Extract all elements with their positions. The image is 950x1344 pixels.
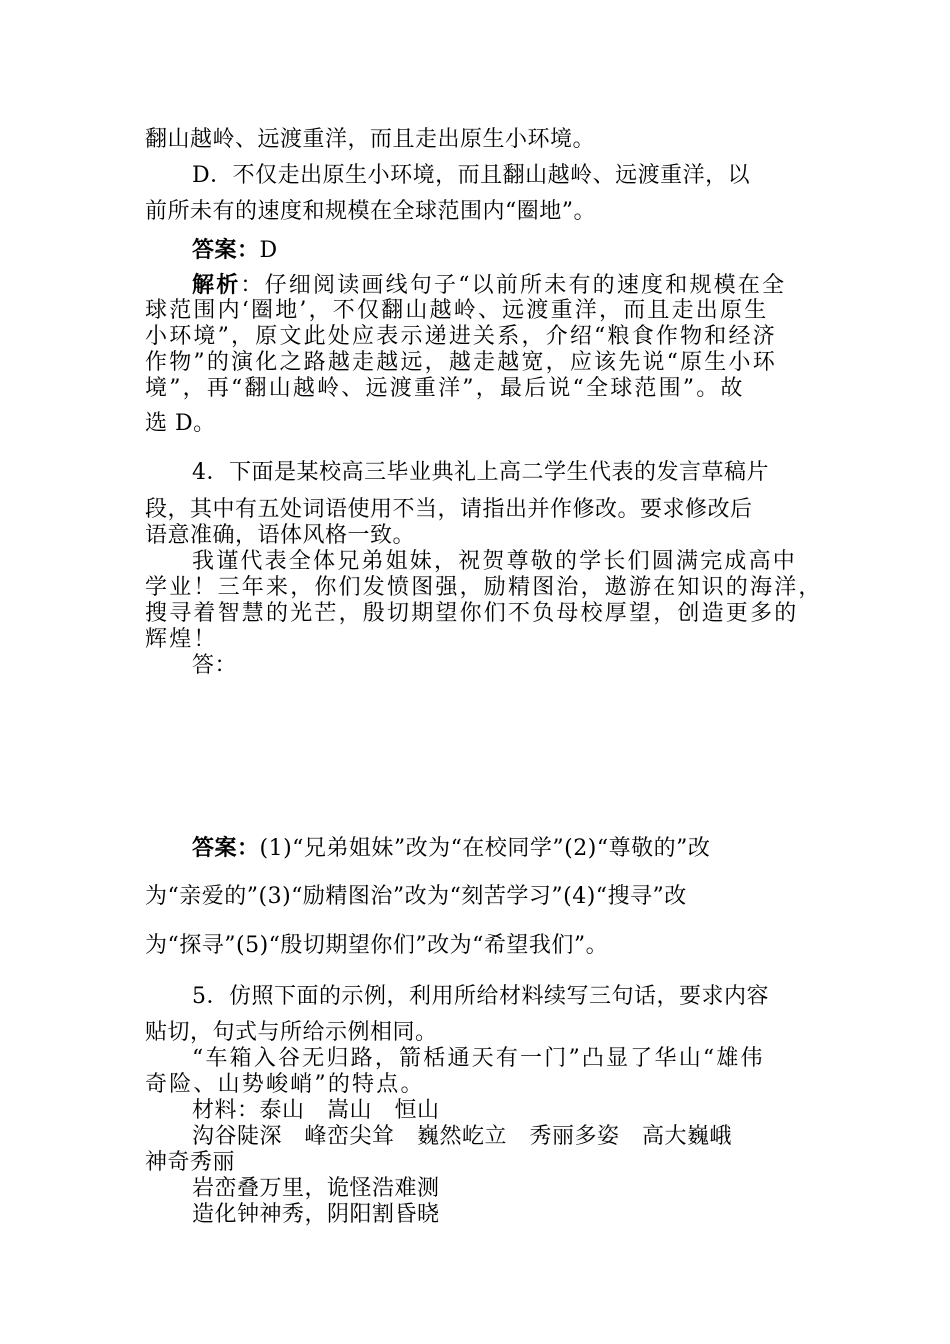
- answer-prompt: 答：: [192, 653, 238, 678]
- analysis-line-4: 作物”的演化之路越走越远，越走越宽，应该先说“原生小环: [145, 350, 777, 375]
- question-4-line-1: 4．下面是某校高三毕业典礼上高二学生代表的发言草稿片: [192, 460, 769, 485]
- answer-label: 答案：: [192, 835, 260, 861]
- descriptors-line-1: 沟谷陡深 峰峦尖耸 巍然屹立 秀丽多姿 高大巍峨: [192, 1124, 733, 1149]
- poem-line-1: 岩峦叠万里，诡怪浩难测: [192, 1176, 440, 1201]
- speech-line-2: 学业！三年来，你们发愤图强，励精图治，遨游在知识的海洋，: [145, 575, 823, 600]
- question-4-line-2: 段，其中有五处词语使用不当，请指出并作修改。要求修改后: [145, 497, 753, 522]
- poem-line-2: 造化钟神秀，阴阳割昏晓: [192, 1202, 440, 1227]
- example-line-2: 奇险、山势峻峭”的特点。: [145, 1072, 425, 1097]
- answer-line-q4-3: 为“探寻”(5)“殷切期望你们”改为“希望我们”。: [145, 933, 609, 958]
- question-4-line-3: 语意准确，语体风格一致。: [145, 523, 416, 548]
- descriptors-line-2: 神奇秀丽: [145, 1150, 236, 1175]
- answer-line-q4-1: [192, 835, 810, 862]
- analysis-label: 解析: [192, 272, 241, 298]
- analysis-line-1: [192, 272, 810, 299]
- analysis-line-6: 选 D。: [145, 411, 216, 436]
- analysis-line-3: 小环境”，原文此处应表示递进关系，介绍“粮食作物和经济: [145, 324, 777, 349]
- analysis-line-5: 境”，再“翻山越岭、远渡重洋”，最后说“全球范围”。故: [145, 376, 745, 401]
- analysis-text: ：仔细阅读画线句子“以前所未有的速度和规模在全: [240, 273, 787, 298]
- analysis-line-2: 球范围内‘圈地’，不仅翻山越岭、远渡重洋，而且走出原生: [145, 298, 769, 323]
- option-c-continuation: 翻山越岭、远渡重洋，而且走出原生小环境。: [145, 127, 596, 152]
- example-line-1: “车箱入谷无归路，箭栝通天有一门”凸显了华山“雄伟: [192, 1046, 765, 1071]
- speech-line-1: 我谨代表全体兄弟姐妹，祝贺尊敬的学长们圆满完成高中: [192, 549, 798, 574]
- answer-line-q3: [192, 237, 810, 264]
- option-d-line-1: D．不仅走出原生小环境，而且翻山越岭、远渡重洋，以: [192, 163, 751, 188]
- question-5-line-1: 5．仿照下面的示例，利用所给材料续写三句话，要求内容: [192, 984, 769, 1009]
- answer-value: D: [259, 238, 278, 263]
- answer-line-q4-2: 为“亲爱的”(3)“励精图治”改为“刻苦学习”(4)“搜寻”改: [145, 884, 687, 909]
- speech-line-4: 辉煌！: [145, 627, 218, 652]
- question-5-line-2: 贴切，句式与所给示例相同。: [145, 1020, 438, 1045]
- material-line: 材料：泰山 嵩山 恒山: [192, 1098, 440, 1123]
- option-d-line-2: 前所未有的速度和规模在全球范围内“圈地”。: [145, 199, 596, 224]
- speech-line-3: 搜寻着智慧的光芒，殷切期望你们不负母校厚望，创造更多的: [145, 601, 799, 626]
- answer-value: (1)“兄弟姐妹”改为“在校同学”(2)“尊敬的”改: [259, 836, 711, 861]
- answer-label: 答案：: [192, 237, 260, 263]
